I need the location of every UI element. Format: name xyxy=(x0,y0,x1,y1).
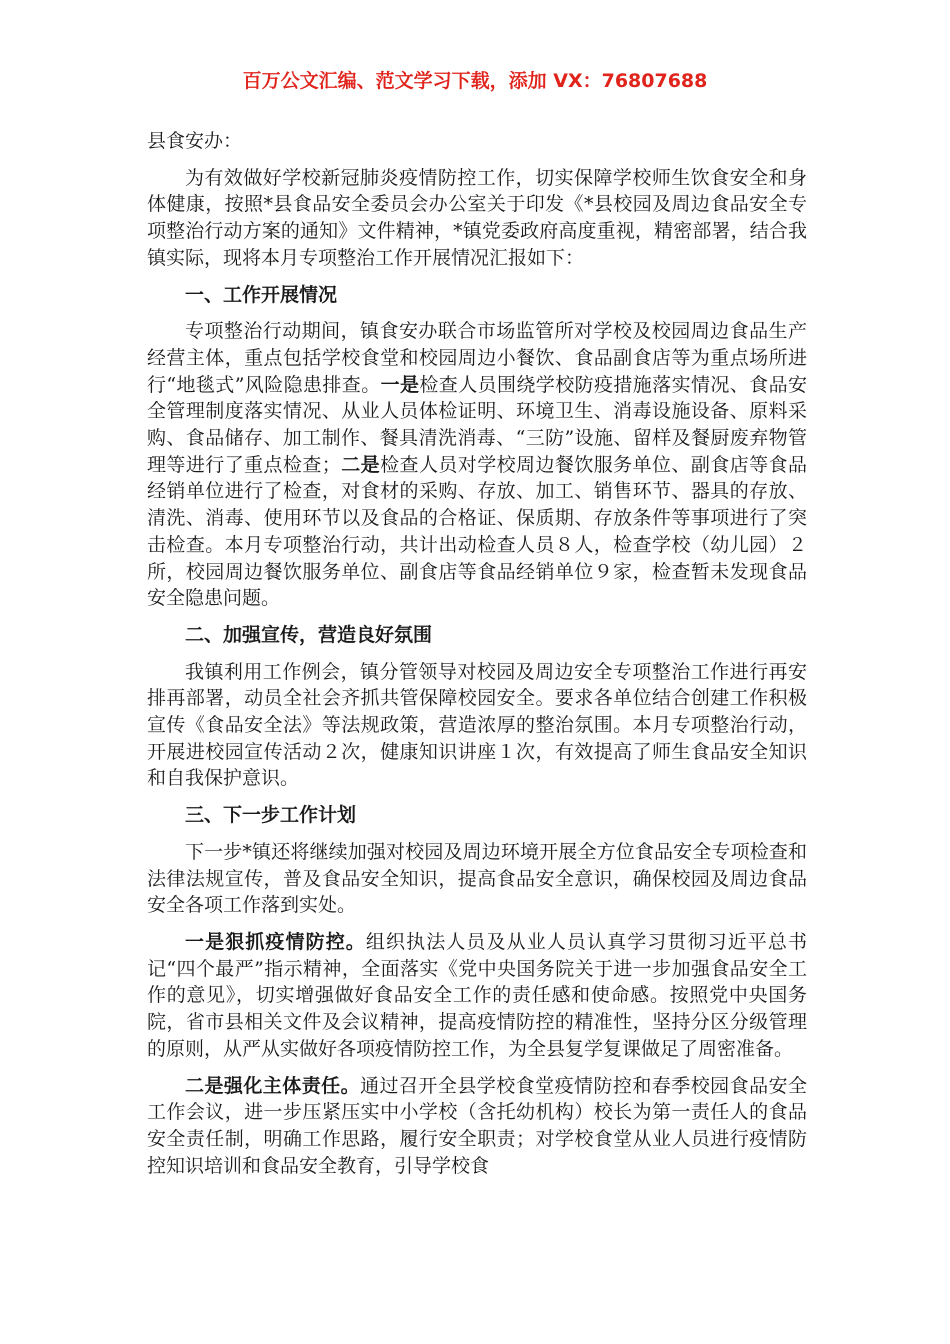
document-body xyxy=(147,128,807,1179)
section-1-text-c: 检查人员对学校周边餐饮服务单位、副食店等食品经销单位进行了检查，对食材的采购、存放、加工、销售环节、器具的存放、清洗、消毒、使用环节以及食品的合格证、保质期、存放条件等事项进行了突击检查。本月专项整治行动，共计出动检查人员８人，检查学校（幼儿园）２所，校园周边餐饮服务单位、副食店等食品经销单位９家，检查暂未发现食品安全隐患问题。 xyxy=(147,453,807,610)
item-1-text: 组织执法人员及从业人员认真学习贯彻习近平总书记“四个最严”指示精神，全面落实《党中央国务院关于进一步加强食品安全工作的意见》，切实增强做好食品安全工作的责任感和使命感。按照党中央国务院，省市县相关文件及会议精神，提高疫情防控的精准性，坚持分区分级管理的原则，从严从实做好各项疫情防控工作，为全县复学复课做足了周密准备。 xyxy=(147,930,807,1060)
intro-paragraph: 为有效做好学校新冠肺炎疫情防控工作，切实保障学校师生饮食安全和身体健康，按照*县食品安全委员会办公室关于印发《*县校园及周边食品安全专项整治行动方案的通知》文件精神，*镇党委政府高度重视，精密部署，结合我镇实际，现将本月专项整治工作开展情况汇报如下： xyxy=(147,166,807,269)
section-2-heading: 二、加强宣传，营造良好氛围 xyxy=(185,623,433,646)
header-banner: 百万公文汇编、范文学习下载，添加 VX：76807688 xyxy=(242,70,708,92)
item-1-title: 一是狠抓疫情防控。 xyxy=(185,930,366,953)
section-3-item-1 xyxy=(147,929,807,1063)
section-1-bold-second: 二是 xyxy=(340,453,381,476)
section-3-paragraph: 下一步*镇还将继续加强对校园及周边环境开展全方位食品安全专项检查和法律法规宣传，普及食品安全知识，提高食品安全意识，确保校园及周边食品安全各项工作落到实处。 xyxy=(147,840,807,917)
section-1-bold-first: 一是 xyxy=(380,373,420,396)
item-2-title: 二是强化主体责任。 xyxy=(185,1074,361,1097)
section-3-item-2 xyxy=(147,1073,807,1180)
section-2-paragraph: 我镇利用工作例会，镇分管领导对校园及周边安全专项整治工作进行再安排再部署，动员全社会齐抓共管保障校园安全。要求各单位结合创建工作积极宣传《食品安全法》等法规政策，营造浓厚的整治氛围。本月专项整治行动，开展进校园宣传活动２次，健康知识讲座１次，有效提高了师生食品安全知识和自我保护意识。 xyxy=(147,660,807,790)
section-1-text-a: 专项整治行动期间，镇食安办联合市场监管所对学校及校园周边食品生产经营主体，重点包括学校食堂和校园周边小餐饮、食品副食店等为重点场所进行“地毯式”风险隐患排查。 xyxy=(147,320,807,396)
section-1-heading: 一、工作开展情况 xyxy=(185,283,338,306)
salutation: 县食安办： xyxy=(147,130,243,152)
item-2-text: 通过召开全县学校食堂疫情防控和春季校园食品安全工作会议，进一步压紧压实中小学校（含托幼机构）校长为第一责任人的食品安全责任制，明确工作思路，履行安全职责；对学校食堂从业人员进行疫情防控知识培训和食品安全教育，引导学校食 xyxy=(147,1074,807,1177)
section-3-heading: 三、下一步工作计划 xyxy=(185,804,357,827)
section-1-text-b: 检查人员围绕学校防疫措施落实情况、食品安全管理制度落实情况、从业人员体检证明、环境卫生、消毒设施设备、原料采购、食品储存、加工制作、餐具清洗消毒、“三防”设施、留样及餐厨废弃物管理等进行了重点检查； xyxy=(147,373,807,476)
section-1-paragraph xyxy=(147,318,807,612)
